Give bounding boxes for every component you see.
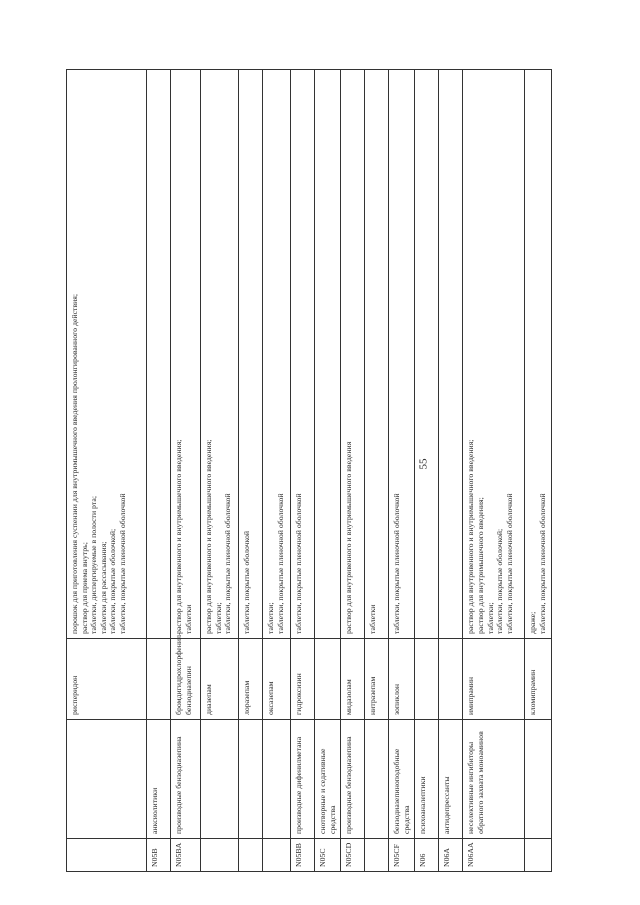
inn-cell: мидазолам bbox=[341, 639, 365, 720]
dosage-form-cell bbox=[415, 70, 439, 639]
dosage-form-cell: раствор для внутривенного и внутримышечного введения; раствор для внутримышечного введения; таблетки; таблетки, покрытые оболочкой; таблетки, покрытые пленочной оболочкой bbox=[463, 70, 525, 639]
pharmacological-group-cell: анксиолитики bbox=[147, 720, 171, 839]
inn-cell: нитразепам bbox=[365, 639, 389, 720]
table-row bbox=[415, 70, 439, 872]
dosage-form-cell bbox=[315, 70, 341, 639]
table-row bbox=[525, 70, 551, 872]
atc-code-cell: N05C bbox=[315, 839, 341, 872]
inn-cell bbox=[315, 639, 341, 720]
dosage-form-cell: порошок для приготовления суспензии для внутримышечного введения пролонгированного действия; раствор для приема внутрь; таблетки, диспергируемые в полости рта; таблетки для рассасывания; таблетки, покрытые оболочкой; таблетки, покрытые пленочной оболочкой bbox=[67, 70, 147, 639]
dosage-form-cell: таблетки, покрытые пленочной оболочкой bbox=[389, 70, 415, 639]
table-row bbox=[365, 70, 389, 872]
atc-code-cell bbox=[365, 839, 389, 872]
dosage-form-cell: таблетки, покрытые оболочкой bbox=[239, 70, 263, 639]
inn-cell bbox=[147, 639, 171, 720]
table-row bbox=[263, 70, 291, 872]
atc-code-cell: N05B bbox=[147, 839, 171, 872]
table-row bbox=[239, 70, 263, 872]
drug-table-body bbox=[67, 70, 552, 872]
inn-cell: оксазепам bbox=[263, 639, 291, 720]
table-row bbox=[463, 70, 525, 872]
pharmacological-group-cell: производные бензодиазепина bbox=[171, 720, 201, 839]
pharmacological-group-cell bbox=[365, 720, 389, 839]
atc-code-cell bbox=[239, 839, 263, 872]
pharmacological-group-cell: производные бензодиазепина bbox=[341, 720, 365, 839]
inn-cell: имипрамин bbox=[463, 639, 525, 720]
inn-cell: диазепам bbox=[201, 639, 239, 720]
dosage-form-cell: драже; таблетки, покрытые пленочной оболочкой bbox=[525, 70, 551, 639]
table-row bbox=[341, 70, 365, 872]
dosage-form-cell bbox=[147, 70, 171, 639]
dosage-form-cell: раствор для внутривенного и внутримышечного введения bbox=[341, 70, 365, 639]
atc-code-cell: N06A bbox=[439, 839, 463, 872]
table-row bbox=[201, 70, 239, 872]
inn-cell: бромдигидрохлорфенил-бензодиазепин bbox=[171, 639, 201, 720]
dosage-form-cell: таблетки; таблетки, покрытые пленочной оболочкой bbox=[263, 70, 291, 639]
dosage-form-cell: раствор для внутривенного и внутримышечного введения; таблетки; таблетки, покрытые пленочной оболочкой bbox=[201, 70, 239, 639]
pharmacological-group-cell: производные дифенилметана bbox=[291, 720, 315, 839]
inn-cell: рисперидон bbox=[67, 639, 147, 720]
inn-cell: лоразепам bbox=[239, 639, 263, 720]
page-number: 55 bbox=[417, 458, 430, 470]
table-row bbox=[147, 70, 171, 872]
atc-code-cell bbox=[201, 839, 239, 872]
pharmacological-group-cell bbox=[525, 720, 551, 839]
table-row bbox=[171, 70, 201, 872]
atc-code-cell: N06AA bbox=[463, 839, 525, 872]
pharmacological-group-cell bbox=[67, 720, 147, 839]
table-row bbox=[389, 70, 415, 872]
inn-cell: зопиклон bbox=[389, 639, 415, 720]
atc-code-cell: N05CD bbox=[341, 839, 365, 872]
atc-code-cell bbox=[525, 839, 551, 872]
dosage-form-cell: раствор для внутривенного и внутримышечного введения; таблетки bbox=[171, 70, 201, 639]
table-row bbox=[439, 70, 463, 872]
atc-code-cell bbox=[67, 839, 147, 872]
inn-cell bbox=[415, 639, 439, 720]
inn-cell bbox=[439, 639, 463, 720]
pharmacological-group-cell bbox=[239, 720, 263, 839]
table-row bbox=[67, 70, 147, 872]
atc-code-cell: N05BA bbox=[171, 839, 201, 872]
dosage-form-cell: таблетки, покрытые пленочной оболочкой bbox=[291, 70, 315, 639]
dosage-form-cell bbox=[439, 70, 463, 639]
inn-cell: кломипрамин bbox=[525, 639, 551, 720]
pharmacological-group-cell: бензодиазепиноподобные средства bbox=[389, 720, 415, 839]
dosage-form-cell: таблетки bbox=[365, 70, 389, 639]
atc-code-cell bbox=[263, 839, 291, 872]
atc-code-cell: N06 bbox=[415, 839, 439, 872]
pharmacological-group-cell: снотворные и седативные средства bbox=[315, 720, 341, 839]
pharmacological-group-cell bbox=[201, 720, 239, 839]
pharmacological-group-cell: антидепрессанты bbox=[439, 720, 463, 839]
pharmacological-group-cell: психоаналептики bbox=[415, 720, 439, 839]
drug-table-frame bbox=[66, 70, 547, 872]
rotated-table-wrapper bbox=[66, 70, 547, 872]
pharmacological-group-cell: неселективные ингибиторы обратного захвата моноаминов bbox=[463, 720, 525, 839]
table-row bbox=[291, 70, 315, 872]
atc-code-cell: N05CF bbox=[389, 839, 415, 872]
table-row bbox=[315, 70, 341, 872]
pharmacological-group-cell bbox=[263, 720, 291, 839]
inn-cell: гидроксизин bbox=[291, 639, 315, 720]
drug-table bbox=[66, 69, 552, 872]
atc-code-cell: N05BB bbox=[291, 839, 315, 872]
